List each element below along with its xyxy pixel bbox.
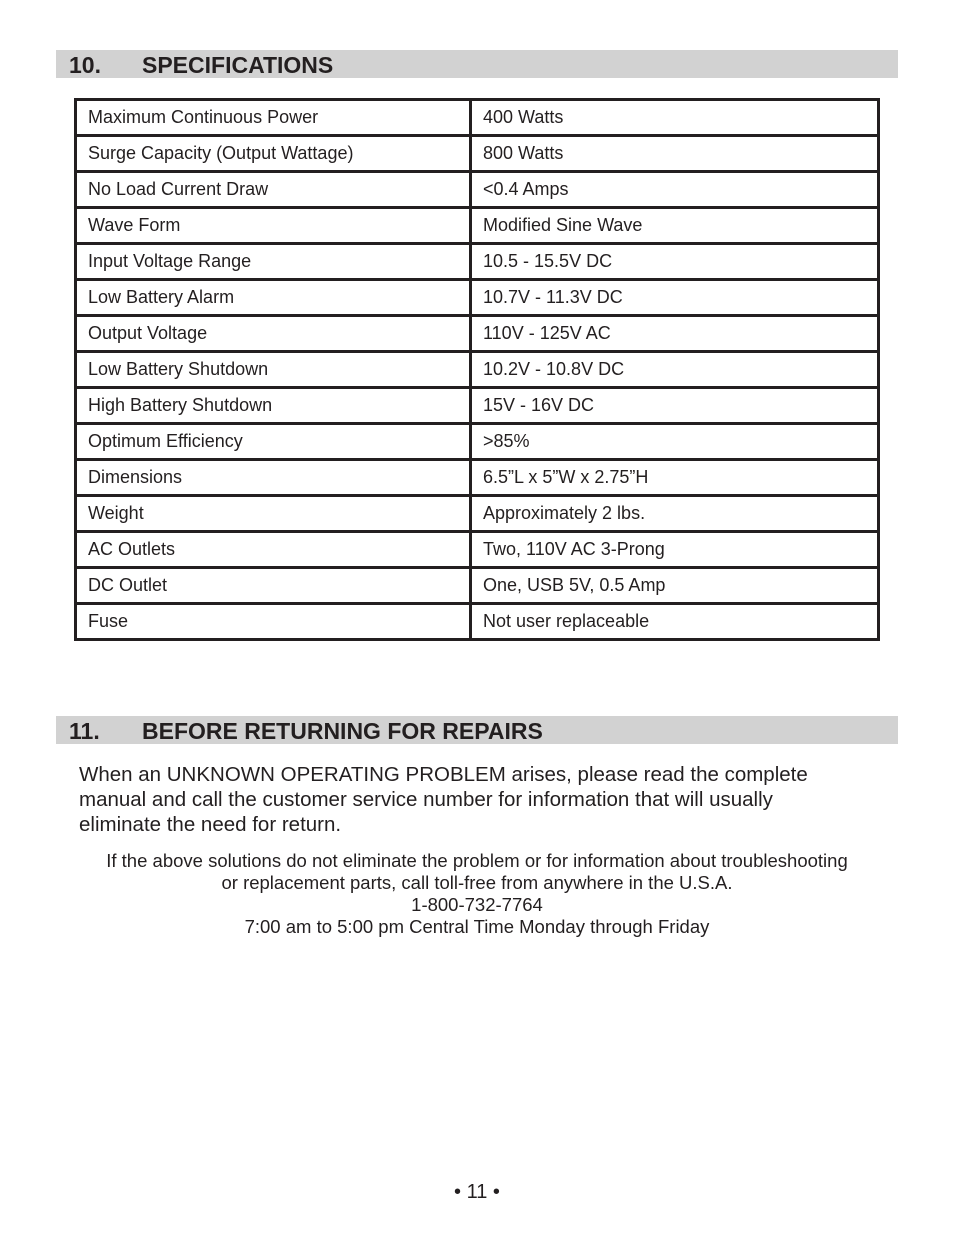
section-number: 11. bbox=[69, 718, 100, 744]
spec-value: 800 Watts bbox=[471, 136, 879, 172]
spec-label: Optimum Efficiency bbox=[76, 424, 471, 460]
spec-row bbox=[76, 496, 879, 532]
spec-label: Output Voltage bbox=[76, 316, 471, 352]
spec-label: Low Battery Shutdown bbox=[76, 352, 471, 388]
spec-label: DC Outlet bbox=[76, 568, 471, 604]
spec-value: 10.2V - 10.8V DC bbox=[471, 352, 879, 388]
page-number: • 11 • bbox=[454, 1181, 500, 1203]
contact-info bbox=[56, 850, 898, 938]
spec-value: >85% bbox=[471, 424, 879, 460]
spec-value: Modified Sine Wave bbox=[471, 208, 879, 244]
phone-number: 1-800-732-7764 bbox=[411, 894, 543, 915]
spec-label: No Load Current Draw bbox=[76, 172, 471, 208]
spec-value: Approximately 2 lbs. bbox=[471, 496, 879, 532]
spec-label: Low Battery Alarm bbox=[76, 280, 471, 316]
repairs-intro-paragraph bbox=[79, 762, 879, 837]
spec-label: Fuse bbox=[76, 604, 471, 640]
intro-line: eliminate the need for return. bbox=[79, 813, 342, 836]
spec-label: Maximum Continuous Power bbox=[76, 100, 471, 136]
spec-row bbox=[76, 568, 879, 604]
spec-row bbox=[76, 244, 879, 280]
spec-value: 15V - 16V DC bbox=[471, 388, 879, 424]
spec-row bbox=[76, 532, 879, 568]
spec-row bbox=[76, 208, 879, 244]
spec-row bbox=[76, 136, 879, 172]
contact-line: or replacement parts, call toll-free from anywhere in the U.S.A. bbox=[221, 872, 733, 893]
section-header-specifications bbox=[56, 50, 898, 78]
spec-row bbox=[76, 388, 879, 424]
intro-line: manual and call the customer service number for information that will usually bbox=[79, 788, 773, 811]
spec-value: 400 Watts bbox=[471, 100, 879, 136]
spec-row bbox=[76, 352, 879, 388]
spec-value: 110V - 125V AC bbox=[471, 316, 879, 352]
spec-label: Surge Capacity (Output Wattage) bbox=[76, 136, 471, 172]
spec-label: Dimensions bbox=[76, 460, 471, 496]
spec-row bbox=[76, 424, 879, 460]
contact-line: If the above solutions do not eliminate the problem or for information about troubleshooting bbox=[106, 850, 848, 871]
spec-value: 10.5 - 15.5V DC bbox=[471, 244, 879, 280]
intro-line: When an UNKNOWN OPERATING PROBLEM arises, please read the complete bbox=[79, 763, 808, 786]
spec-label: Wave Form bbox=[76, 208, 471, 244]
spec-value: 6.5”L x 5”W x 2.75”H bbox=[471, 460, 879, 496]
spec-label: Weight bbox=[76, 496, 471, 532]
spec-label: AC Outlets bbox=[76, 532, 471, 568]
section-number: 10. bbox=[69, 52, 101, 78]
spec-row bbox=[76, 604, 879, 640]
spec-row bbox=[76, 100, 879, 136]
spec-label: Input Voltage Range bbox=[76, 244, 471, 280]
spec-label: High Battery Shutdown bbox=[76, 388, 471, 424]
section-title: SPECIFICATIONS bbox=[142, 52, 334, 78]
section-header-repairs bbox=[56, 716, 898, 744]
spec-value: <0.4 Amps bbox=[471, 172, 879, 208]
spec-row bbox=[76, 460, 879, 496]
specifications-table bbox=[74, 98, 880, 641]
spec-value: Not user replaceable bbox=[471, 604, 879, 640]
spec-value: One, USB 5V, 0.5 Amp bbox=[471, 568, 879, 604]
spec-value: Two, 110V AC 3-Prong bbox=[471, 532, 879, 568]
spec-row bbox=[76, 280, 879, 316]
section-title: BEFORE RETURNING FOR REPAIRS bbox=[142, 718, 543, 744]
spec-value: 10.7V - 11.3V DC bbox=[471, 280, 879, 316]
service-hours: 7:00 am to 5:00 pm Central Time Monday through Friday bbox=[244, 916, 710, 937]
spec-row bbox=[76, 172, 879, 208]
spec-row bbox=[76, 316, 879, 352]
